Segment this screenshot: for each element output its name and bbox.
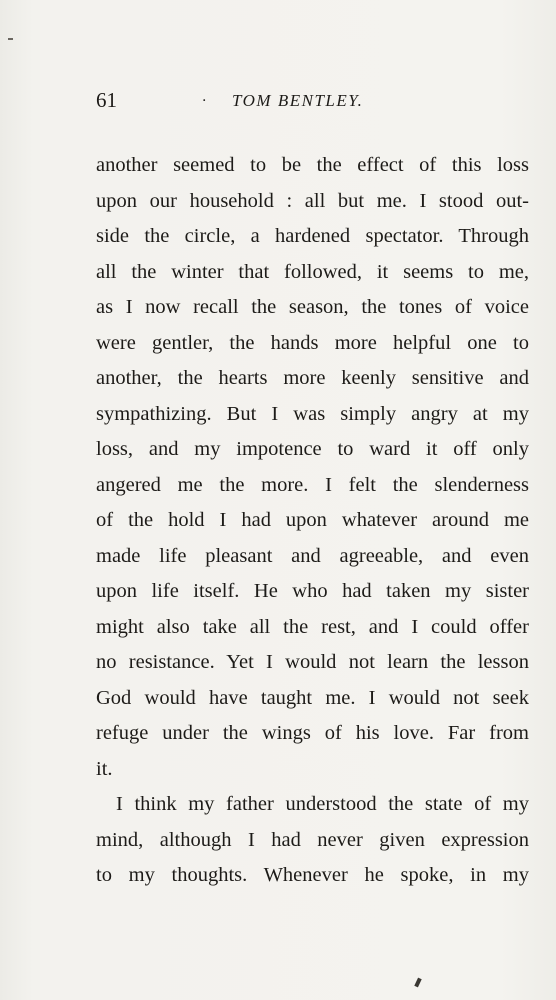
- text-line: upon life itself. He who had taken my sister: [96, 580, 529, 602]
- page-number: 61: [96, 88, 117, 112]
- text-line: refuge under the wings of his love. Far from: [96, 722, 529, 744]
- running-head: [96, 88, 526, 118]
- body-text: [96, 148, 529, 894]
- text-line: no resistance. Yet I would not learn the lesson: [96, 651, 529, 673]
- text-line: loss, and my impotence to ward it off only: [96, 438, 529, 460]
- text-line: side the circle, a hardened spectator. Through: [96, 225, 529, 247]
- ink-speck: [414, 978, 421, 988]
- text-line: another seemed to be the effect of this loss: [96, 154, 529, 176]
- text-line: might also take all the rest, and I could offer: [96, 615, 529, 638]
- text-line: as I now recall the season, the tones of voice: [96, 296, 529, 318]
- header-separator: ·: [202, 93, 207, 109]
- text-line: of the hold I had upon whatever around me: [96, 509, 529, 531]
- text-line: God would have taught me. I would not seek: [96, 686, 529, 709]
- page-edge-mark: [8, 38, 13, 40]
- text-line: angered me the more. I felt the slenderness: [96, 473, 529, 496]
- text-line: mind, although I had never given expression: [96, 828, 529, 851]
- text-line: upon our household : all but me. I stood out-: [96, 189, 529, 212]
- text-line: all the winter that followed, it seems to me,: [96, 260, 529, 283]
- text-line: sympathizing. But I was simply angry at my: [96, 402, 529, 425]
- text-line: were gentler, the hands more helpful one to: [96, 331, 529, 354]
- text-line: another, the hearts more keenly sensitive and: [96, 367, 529, 389]
- paragraph-start-line: I think my father understood the state of my: [116, 793, 529, 815]
- text-line: made life pleasant and agreeable, and even: [96, 544, 529, 567]
- paragraph-end-line: it.: [96, 757, 113, 780]
- running-title: TOM BENTLEY.: [232, 91, 364, 110]
- text-line: to my thoughts. Whenever he spoke, in my: [96, 864, 529, 886]
